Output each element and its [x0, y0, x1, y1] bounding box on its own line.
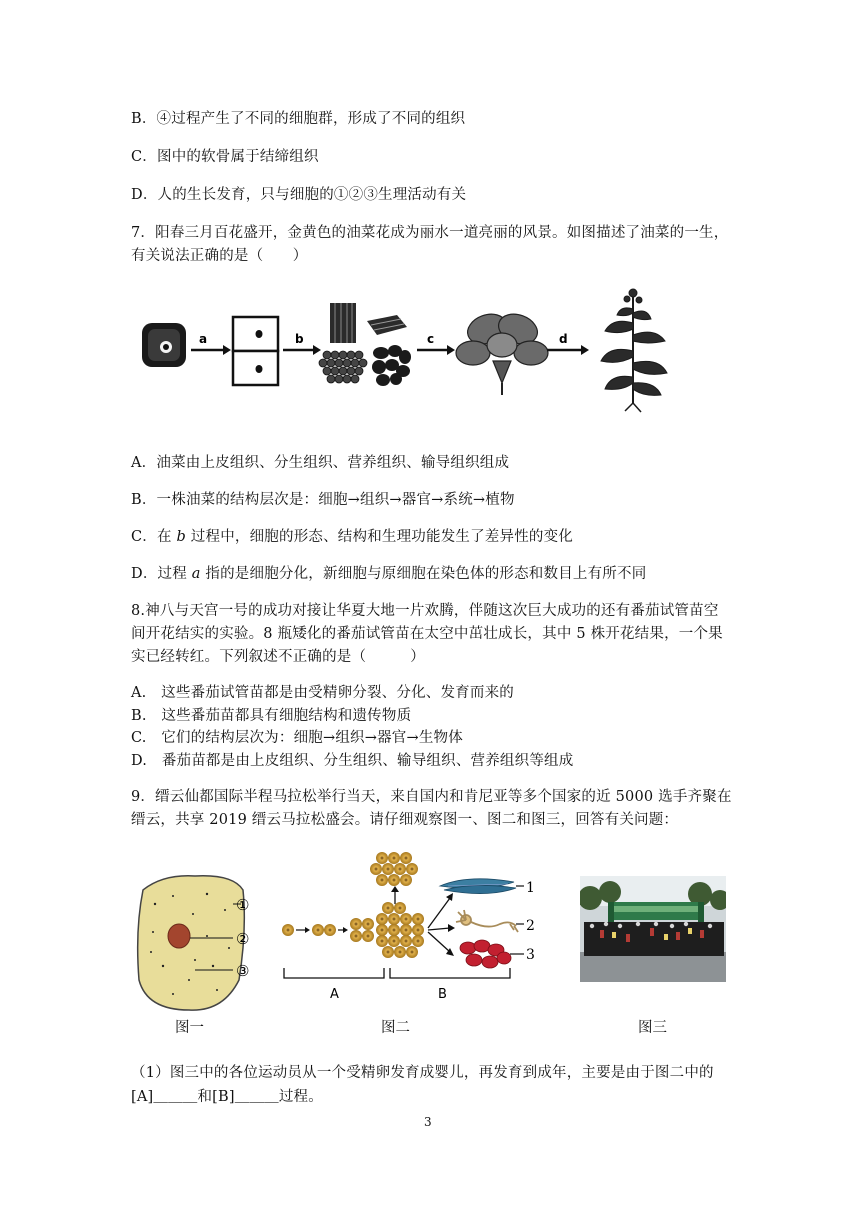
- q8-stem-line3: 实已经转红。下列叙述不正确的是（ ）: [131, 649, 425, 665]
- q7-option-b: B．一株油菜的结构层次是：细胞→组织→器官→系统→植物: [131, 492, 515, 508]
- fig1-label-3: ③: [236, 962, 250, 980]
- rapeseed-life-cycle-figure: [135, 283, 695, 423]
- q8-option-a: A. 这些番茄试管苗都是由受精卵分裂、分化、发育而来的: [131, 685, 514, 701]
- q7-stem-line2: 有关说法正确的是（ ）: [131, 248, 308, 264]
- figure3-marathon-photo: [580, 876, 726, 982]
- q7-option-a: A．油菜由上皮组织、分生组织、营养组织、输导组织组成: [131, 455, 510, 471]
- divided-cells-image: [233, 317, 278, 385]
- figure1-animal-cell: [133, 870, 273, 1020]
- q7-option-d: D．过程 a 指的是细胞分化，新细胞与原细胞在染色体的形态和数目上有所不同: [131, 566, 647, 582]
- q6-option-c: C．图中的软骨属于结缔组织: [131, 149, 319, 165]
- q8-option-d: D. 番茄苗都是由上皮组织、分生组织、输导组织、营养组织等组成: [131, 753, 574, 769]
- figure2-cell-development: [278, 846, 548, 1004]
- fig2-caption: 图二: [381, 1020, 410, 1036]
- q9-sub1-line1: （1）图三中的各位运动员从一个受精卵发育成婴儿，再发育到成年，主要是由于图二中的: [131, 1065, 714, 1081]
- rapeseed-plant-image: [601, 289, 667, 412]
- fig2-label-3: 3: [526, 947, 535, 963]
- arrow-label-b: b: [295, 332, 304, 346]
- page-number: 3: [424, 1115, 432, 1129]
- tissues-image: [319, 303, 411, 386]
- fig2-brace-a: A: [330, 987, 339, 1002]
- q6-option-b: B．④过程产生了不同的细胞群，形成了不同的组织: [131, 111, 466, 127]
- blood-cells-image: [460, 940, 511, 968]
- q9-stem-line2: 缙云，共享 2019 缙云马拉松盛会。请仔细观察图一、图二和图三，回答有关问题：: [131, 812, 679, 828]
- fig1-label-1: ①: [236, 896, 250, 914]
- arrow-label-d: d: [559, 332, 568, 346]
- fig3-caption: 图三: [638, 1020, 667, 1036]
- q8-option-b: B. 这些番茄苗都具有细胞结构和遗传物质: [131, 708, 412, 724]
- q8-option-c: C. 它们的结构层次为：细胞→组织→器官→生物体: [131, 730, 463, 746]
- q9-sub1-line2: [A]＿＿＿和[B]＿＿＿过程。: [131, 1089, 323, 1105]
- q6-option-d: D．人的生长发育，只与细胞的①②③生理活动有关: [131, 187, 467, 203]
- nerve-cell-image: [456, 910, 518, 932]
- q8-stem-line2: 间开花结实的实验。8 瓶矮化的番茄试管苗在太空中茁壮成长，其中 5 株开花结果，一个果: [131, 626, 723, 642]
- flower-image: [456, 309, 548, 395]
- fig1-caption: 图一: [175, 1020, 204, 1036]
- q7-stem-line1: 7．阳春三月百花盛开，金黄色的油菜花成为丽水一道亮丽的风景。如图描述了油菜的一生，: [131, 225, 729, 241]
- fig1-label-2: ②: [236, 930, 250, 948]
- q7-option-c: C．在 b 过程中，细胞的形态、结构和生理功能发生了差异性的变化: [131, 529, 574, 545]
- arrow-label-a: a: [199, 332, 208, 346]
- arrow-label-c: c: [427, 332, 435, 346]
- fig2-brace-b: B: [438, 987, 447, 1002]
- muscle-tissue-image: [440, 879, 516, 894]
- q8-stem-line1: 8.神八与天宫一号的成功对接让华夏大地一片欢腾，伴随这次巨大成功的还有番茄试管苗空: [131, 603, 719, 619]
- fig2-label-1: 1: [526, 880, 535, 896]
- cell-cluster-top: [370, 852, 418, 886]
- single-cell-image: [142, 323, 186, 367]
- fig2-label-2: 2: [526, 918, 535, 934]
- cell-cluster-large: [376, 902, 424, 958]
- q9-stem-line1: 9．缙云仙都国际半程马拉松举行当天，来自国内和肯尼亚等多个国家的近 5000 选手齐聚在: [131, 789, 732, 805]
